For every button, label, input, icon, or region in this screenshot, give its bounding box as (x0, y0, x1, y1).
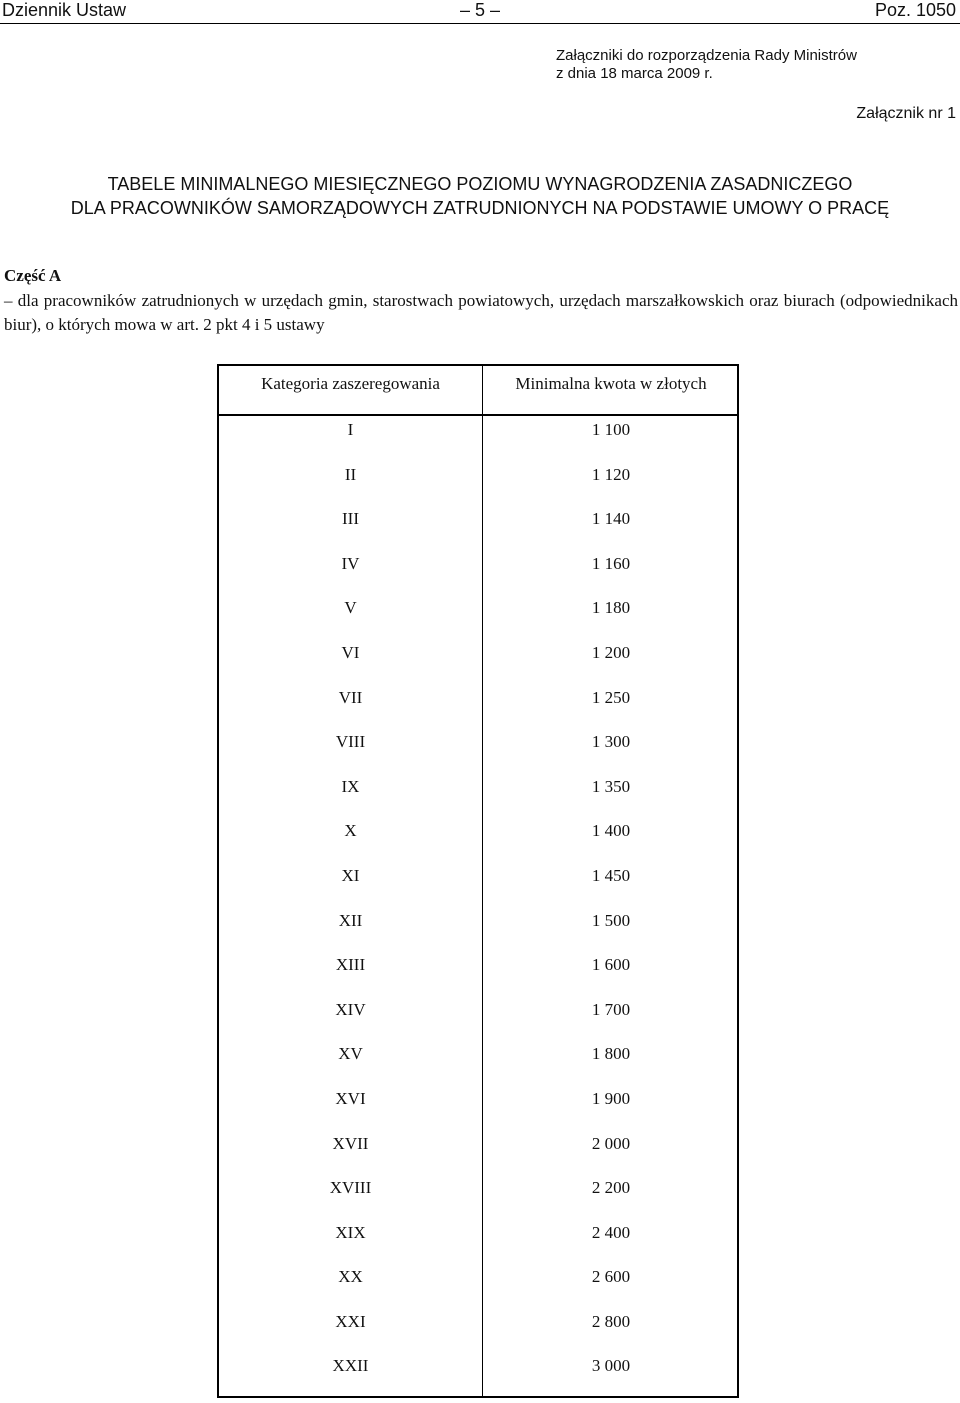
amount-cell: 1 450 (591, 865, 631, 885)
table-row (219, 819, 737, 864)
table-row (219, 730, 737, 775)
amount-cell: 2 800 (591, 1311, 631, 1331)
amount-cell: 1 160 (591, 553, 631, 573)
category-cell: XI (341, 865, 360, 885)
table-row (219, 1354, 737, 1399)
category-cell: XVIII (329, 1178, 372, 1198)
category-cell: XX (338, 1267, 363, 1287)
table-row (219, 686, 737, 731)
table-row (219, 864, 737, 909)
table-row (219, 775, 737, 820)
category-cell: XXII (332, 1356, 369, 1376)
category-cell: II (344, 464, 357, 484)
category-cell: VI (341, 642, 360, 662)
category-cell: XVII (332, 1133, 369, 1153)
amount-cell: 2 000 (591, 1133, 631, 1153)
table-row (219, 507, 737, 552)
amount-cell: 1 600 (591, 955, 631, 975)
category-cell: X (344, 821, 357, 841)
category-cell: IV (341, 553, 360, 573)
category-cell: I (347, 420, 354, 439)
title-line1: TABELE MINIMALNEGO MIESIĘCZNEGO POZIOMU WYNAGRODZENIA ZASADNICZEGO (107, 174, 853, 194)
salary-table (217, 364, 739, 1398)
table-row (219, 596, 737, 641)
position-number: Poz. 1050 (874, 0, 956, 20)
category-cell: XIV (335, 999, 366, 1019)
annex-note-line1: Załączniki do rozporządzenia Rady Ministrów (556, 47, 857, 64)
table-row (219, 1132, 737, 1177)
table-row (219, 1265, 737, 1310)
table-header-row (219, 366, 737, 416)
table-body (219, 418, 737, 1399)
table-row (219, 1042, 737, 1087)
page-header (0, 0, 960, 24)
category-cell: III (342, 509, 359, 529)
part-description: – dla pracowników zatrudnionych w urzędach gmin, starostwach powiatowych, urzędach marszałkowskich oraz biurach (odpowiednikach biur), o których mowa w art. 2 pkt 4 i 5 ustawy (4, 291, 958, 334)
category-cell: XXI (335, 1311, 366, 1331)
category-cell: VIII (335, 732, 366, 752)
category-cell: XVI (335, 1088, 366, 1108)
table-row (219, 1087, 737, 1132)
table-row (219, 1310, 737, 1355)
table-row (219, 418, 737, 463)
category-cell: XIX (335, 1222, 366, 1242)
table-row (219, 953, 737, 998)
header-amount: Minimalna kwota w złotych (515, 374, 707, 393)
amount-cell: 1 400 (591, 821, 631, 841)
amount-cell: 1 120 (591, 464, 631, 484)
page-number: – 5 – (459, 0, 501, 20)
amount-cell: 1 100 (591, 420, 631, 439)
amount-cell: 1 800 (591, 1044, 631, 1064)
table-row (219, 998, 737, 1043)
amount-cell: 2 200 (591, 1178, 631, 1198)
category-cell: IX (341, 776, 360, 796)
amount-cell: 1 300 (591, 732, 631, 752)
amount-cell: 1 500 (591, 910, 631, 930)
category-cell: VII (338, 687, 363, 707)
amount-cell: 2 600 (591, 1267, 631, 1287)
table-row (219, 552, 737, 597)
table-row (219, 641, 737, 686)
table-row (219, 1221, 737, 1266)
category-cell: XV (338, 1044, 363, 1064)
title-line2: DLA PRACOWNIKÓW SAMORZĄDOWYCH ZATRUDNIONYCH NA PODSTAWIE UMOWY O PRACĘ (70, 198, 890, 218)
amount-cell: 1 250 (591, 687, 631, 707)
amount-cell: 1 350 (591, 776, 631, 796)
annex-note (556, 47, 956, 83)
table-row (219, 463, 737, 508)
table-row (219, 909, 737, 954)
publication-name: Dziennik Ustaw (2, 0, 127, 20)
header-category: Kategoria zaszeregowania (261, 374, 440, 393)
amount-cell: 1 700 (591, 999, 631, 1019)
amount-cell: 3 000 (591, 1356, 631, 1376)
document-title (0, 172, 960, 220)
part-heading: Część A (4, 266, 62, 285)
category-cell: XIII (335, 955, 366, 975)
amount-cell: 1 200 (591, 642, 631, 662)
category-cell: V (344, 598, 357, 618)
category-cell: XII (338, 910, 363, 930)
annex-note-line2: z dnia 18 marca 2009 r. (556, 65, 713, 82)
amount-cell: 1 140 (591, 509, 631, 529)
amount-cell: 2 400 (591, 1222, 631, 1242)
amount-cell: 1 900 (591, 1088, 631, 1108)
amount-cell: 1 180 (591, 598, 631, 618)
annex-number: Załącznik nr 1 (856, 105, 956, 122)
table-row (219, 1176, 737, 1221)
